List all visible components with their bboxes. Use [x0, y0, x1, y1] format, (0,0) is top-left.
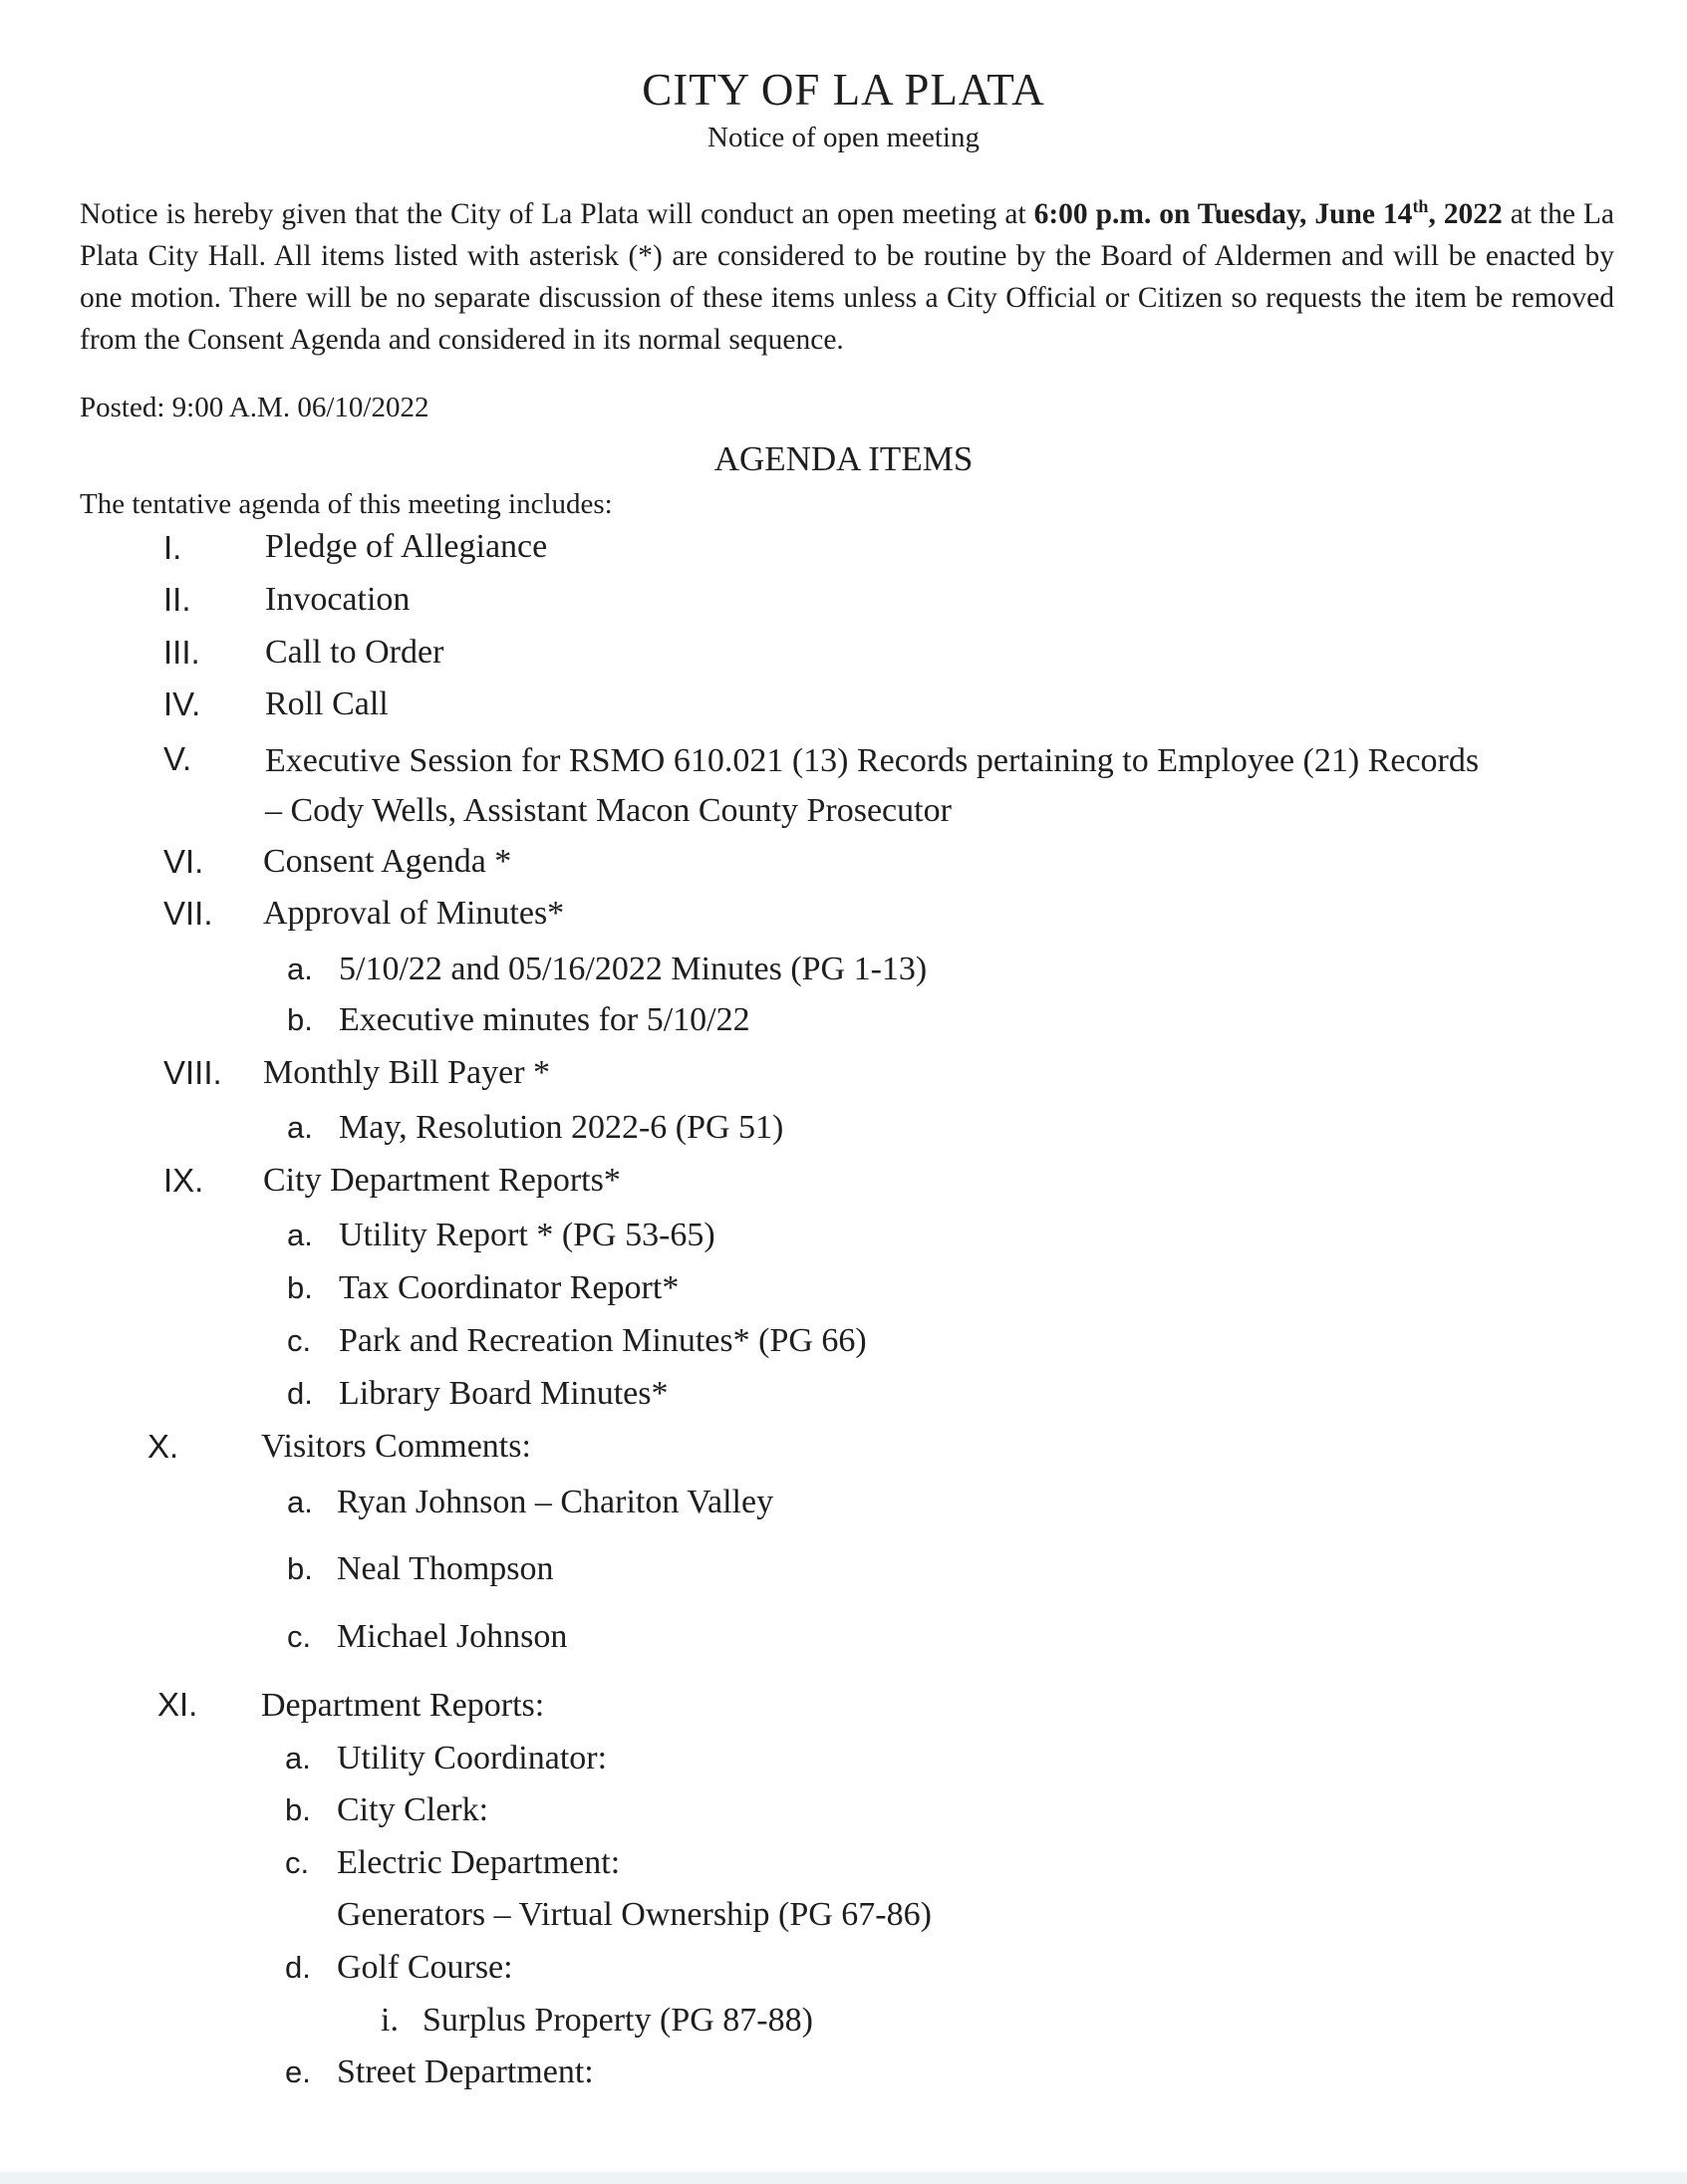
- sub-item-utility-report: Utility Report * (PG 53-65): [339, 1217, 715, 1253]
- sub-item-visitor: Michael Johnson: [337, 1618, 568, 1655]
- sub-item-electric-dept: Electric Department:: [337, 1844, 621, 1881]
- sub-item-letter: e.: [285, 2054, 311, 2089]
- item-number: XI.: [157, 1686, 198, 1723]
- sub-item-generators: Generators – Virtual Ownership (PG 67-86): [337, 1896, 932, 1933]
- sub-item-letter: c.: [285, 1845, 310, 1880]
- agenda-item-city-dept-reports: City Department Reports*: [263, 1162, 621, 1199]
- sub-item-letter: b.: [285, 1792, 311, 1827]
- sub-item-letter: c.: [287, 1619, 312, 1654]
- sub-item-city-clerk: City Clerk:: [337, 1791, 489, 1828]
- agenda-item-pledge: Pledge of Allegiance: [265, 528, 548, 565]
- sub-item-letter: a.: [285, 1741, 311, 1775]
- sub-item-executive-minutes: Executive minutes for 5/10/22: [339, 1001, 750, 1038]
- sub-item-utility-coordinator: Utility Coordinator:: [337, 1740, 608, 1776]
- notice-meeting-year: , 2022: [1428, 197, 1503, 230]
- document-title: CITY OF LA PLATA: [642, 65, 1045, 115]
- agenda-item-executive-session-cont: – Cody Wells, Assistant Macon County Prosecutor: [265, 792, 952, 829]
- sub-item-letter: a.: [287, 1110, 313, 1145]
- agenda-item-visitors: Visitors Comments:: [261, 1428, 531, 1465]
- agenda-item-bill-payer: Monthly Bill Payer *: [263, 1054, 551, 1091]
- agenda-item-approval-minutes: Approval of Minutes*: [263, 895, 565, 932]
- agenda-intro: The tentative agenda of this meeting includes:: [80, 488, 613, 520]
- notice-date-suffix: th: [1412, 196, 1429, 216]
- sub-item-visitor: Ryan Johnson – Chariton Valley: [337, 1484, 774, 1520]
- item-number: IV.: [163, 685, 201, 722]
- notice-paragraph: [80, 185, 1614, 361]
- sub-item-letter: a.: [287, 952, 313, 986]
- item-number: VIII.: [163, 1054, 222, 1091]
- sub-item-tax-report: Tax Coordinator Report*: [339, 1269, 680, 1306]
- sub-item-park-minutes: Park and Recreation Minutes* (PG 66): [339, 1322, 867, 1359]
- item-number: V.: [163, 740, 192, 777]
- sub-item-library-minutes: Library Board Minutes*: [339, 1375, 669, 1412]
- sub-item-minutes: 5/10/22 and 05/16/2022 Minutes (PG 1-13): [339, 951, 928, 987]
- sub-item-street-dept: Street Department:: [337, 2053, 594, 2090]
- agenda-item-executive-session: Executive Session for RSMO 610.021 (13) Records pertaining to Employee (21) Records: [265, 742, 1480, 779]
- agenda-item-invocation: Invocation: [265, 581, 411, 618]
- sub-item-golf-course: Golf Course:: [337, 1949, 513, 1986]
- item-number: VI.: [163, 843, 204, 880]
- agenda-item-department-reports: Department Reports:: [261, 1687, 545, 1724]
- sub-item-visitor: Neal Thompson: [337, 1550, 554, 1587]
- notice-text-1: Notice is hereby given that the City of La Plata will conduct an open meeting at: [80, 197, 1034, 230]
- posted-timestamp: Posted: 9:00 A.M. 06/10/2022: [80, 392, 429, 423]
- sub-item-letter: b.: [287, 1002, 313, 1037]
- sub-sub-item-numeral: i.: [381, 2002, 399, 2039]
- sub-item-letter: a.: [287, 1218, 313, 1252]
- sub-item-letter: d.: [285, 1950, 311, 1985]
- item-number: IX.: [163, 1162, 204, 1199]
- agenda-heading: AGENDA ITEMS: [713, 439, 974, 478]
- item-number: X.: [147, 1428, 179, 1465]
- item-number: III.: [163, 634, 200, 671]
- sub-item-letter: c.: [287, 1323, 312, 1358]
- sub-item-letter: b.: [287, 1551, 313, 1586]
- notice-text-2: at the La Plata City Hall. All items listed with asterisk (*) are considered to be routine by the Board of Aldermen and will be enacted by one motion. There will be no separate discussion of these items unless a City Official or Citizen so requests the item be removed from the Consent Agenda and considered in its normal sequence.: [80, 197, 1615, 356]
- document-subtitle: Notice of open meeting: [707, 122, 980, 153]
- item-number: II.: [163, 581, 191, 618]
- sub-item-resolution: May, Resolution 2022-6 (PG 51): [339, 1109, 784, 1146]
- item-number: I.: [163, 529, 182, 566]
- item-number: VII.: [163, 895, 213, 932]
- notice-meeting-time: 6:00 p.m. on Tuesday, June 14: [1033, 197, 1413, 230]
- scan-edge: [0, 2172, 1687, 2184]
- agenda-item-roll-call: Roll Call: [265, 685, 389, 722]
- sub-item-letter: b.: [287, 1270, 313, 1305]
- agenda-item-call-to-order: Call to Order: [265, 634, 444, 671]
- agenda-item-consent-agenda: Consent Agenda *: [263, 843, 512, 880]
- sub-item-letter: d.: [287, 1376, 313, 1411]
- sub-item-letter: a.: [287, 1485, 313, 1519]
- sub-sub-item-surplus: Surplus Property (PG 87-88): [422, 2002, 813, 2039]
